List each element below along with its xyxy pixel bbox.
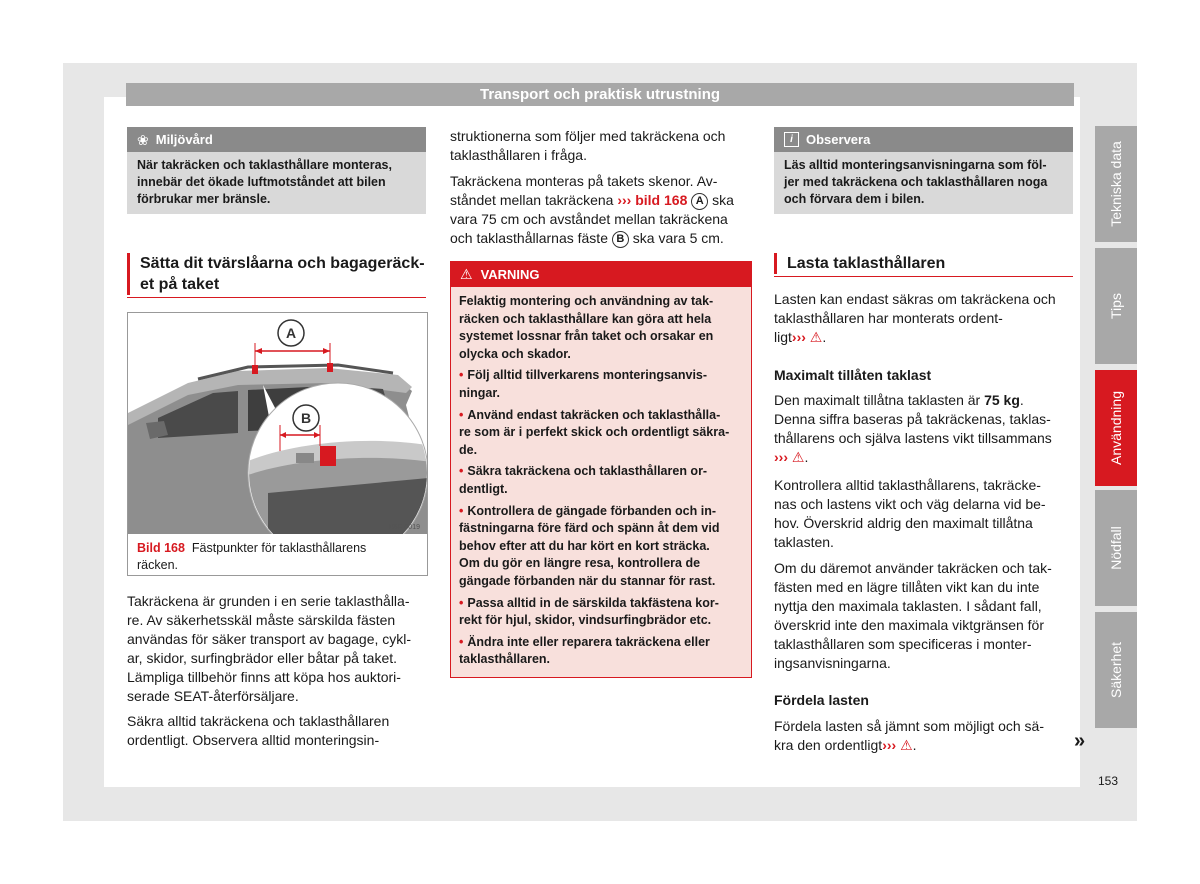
- warning-ref-icon[interactable]: ⚠: [791, 449, 805, 465]
- warning-box-body: Felaktig montering och användning av tak- räcken och taklasthållare kan göra att hela systemet lossnar från taket och orsakar en olycka och skador. • Följ alltid tillverkarens monteringsanvis- ningar. • Använd endast takräcken och taklasthålla- re som är i perfekt skick och ordentligt säkra- de. • Säkra takräckena och taklasthållaren or- dentligt. • Kontrollera de gängade förbanden och in- fästningarna före färd och spänn åt dem vid behov efter att du har kört en kort sträcka. Om du gör en längre resa, kontrollera de gängade förbanden när du stannar för rast. • Passa alltid in de särskilda takfästena kor- rekt för hjul, skidor, vindsurfingbrädor etc. • Ändra inte eller reparera takräckena eller taklasthållaren.: [450, 287, 752, 678]
- flower-icon: ❀: [137, 131, 149, 148]
- figure-caption: Bild 168 Fästpunkter för taklasthållarens räcken.: [137, 541, 367, 572]
- figure-reference-link[interactable]: bild 168: [635, 192, 688, 208]
- middle-paragraph-2: Takräckena monteras på takets skenor. Av- ståndet mellan takräckena ››› bild 168 A ska vara 75 cm och avståndet mellan takräckena och taklasthållarnas fäste B ska vara 5 cm.: [450, 173, 734, 246]
- section-heading-loading: Lasta taklasthållaren: [774, 253, 1073, 277]
- right-paragraph-2: Den maximalt tillåtna taklasten är 75 kg. Denna siffra baseras på takräckenas, taklas- thållarens och själva lastens vikt tillsammans ››› ⚠.: [774, 392, 1052, 465]
- environment-box: [127, 127, 426, 214]
- left-paragraph-2: Säkra alltid takräckena och taklasthållaren ordentligt. Observera alltid monteringsin-: [127, 713, 390, 748]
- label-b-circle: B: [612, 231, 629, 248]
- note-box: [774, 127, 1073, 214]
- warning-item: • Kontrollera de gängade förbanden och in- fästningarna före färd och spänn åt dem vid behov efter att du har kört en kort sträcka. Om du gör en längre resa, kontrollera de gängade förbanden när du stannar för rast.: [459, 503, 720, 588]
- note-box-body: Läs alltid monteringsanvisningarna som föl- jer med takräckena och taklasthållaren noga och förvara dem i bilen.: [774, 152, 1073, 214]
- car-roof-illustration: [128, 313, 427, 534]
- label-a: A: [285, 325, 297, 341]
- ref-arrow: ›››: [617, 192, 632, 208]
- subheading-distribute-load: Fördela lasten: [774, 692, 869, 708]
- subheading-max-load: Maximalt tillåten taklast: [774, 367, 932, 383]
- warning-box-header: ⚠ VARNING: [450, 261, 752, 287]
- tab-nodfall[interactable]: Nödfall: [1095, 490, 1137, 606]
- right-paragraph-5: Fördela lasten så jämnt som möjligt och sä- kra den ordentligt››› ⚠.: [774, 718, 1044, 753]
- tab-sakerhet[interactable]: Säkerhet: [1095, 612, 1137, 728]
- warning-item: • Ändra inte eller reparera takräckena eller taklasthållaren.: [459, 634, 710, 667]
- warning-ref-icon[interactable]: ⚠: [809, 329, 823, 345]
- info-icon: i: [784, 132, 799, 147]
- label-b: B: [300, 410, 312, 426]
- right-paragraph-4: Om du däremot använder takräcken och tak- fästen med en lägre tillåten vikt kan du inte nyttja den maximala taklasten. I sådant fall, överskrid inte den maximala viktgränsen för taklasthållaren som specificeras i monter- ingsanvisningarna.: [774, 560, 1052, 671]
- continue-arrow[interactable]: »: [1074, 730, 1086, 752]
- tab-tips[interactable]: Tips: [1095, 248, 1137, 364]
- warning-item: • Följ alltid tillverkarens monteringsanvis- ningar.: [459, 368, 708, 400]
- note-box-header: i Observera: [774, 127, 1073, 152]
- tab-tekniska-data[interactable]: Tekniska data: [1095, 126, 1137, 242]
- warning-triangle-icon: ⚠: [460, 265, 473, 282]
- label-a-circle: A: [691, 193, 708, 210]
- left-paragraph-1: Takräckena är grunden i en serie taklasthålla- re. Av säkerhetsskäl måste särskilda fästen användas för säker transport av bagage, cykl- ar, skidor, surfingbrädor eller båtar på taket. Lämpliga tillbehör finns att köpa hos auktori- serade SEAT-återförsäljare.: [127, 593, 412, 704]
- right-paragraph-3: Kontrollera alltid taklasthållarens, takräcke- nas och lastens vikt och väg delarna vid be- hov. Överskrid aldrig den maximalt tillåtna taklasten.: [774, 477, 1046, 550]
- right-paragraph-1: Lasten kan endast säkras om takräckena och taklasthållaren har monterats ordent- ligt››› ⚠.: [774, 291, 1056, 345]
- figure-168: [127, 312, 428, 576]
- environment-box-header: ❀ Miljövård: [127, 127, 426, 152]
- environment-box-body: När takräcken och taklasthållare monteras, innebär det ökade luftmotståndet att bilen förbrukar mer bränsle.: [127, 152, 426, 214]
- section-heading-crossbars: Sätta dit tvärslåarna och bagageräck- et på taket: [127, 253, 426, 298]
- warning-item: • Säkra takräckena och taklasthållaren or- dentligt.: [459, 464, 708, 496]
- figure-code: B6F-0019: [389, 524, 420, 531]
- warning-box: [450, 261, 752, 678]
- chapter-header: Transport och praktisk utrustning: [126, 83, 1074, 106]
- middle-paragraph-1: struktionerna som följer med takräckena och taklasthållaren i fråga.: [450, 128, 726, 163]
- page-number: 153: [1098, 774, 1119, 788]
- warning-ref-icon[interactable]: ⚠: [900, 737, 913, 753]
- warning-item: • Passa alltid in de särskilda takfästena kor- rekt för hjul, skidor, vindsurfingbrädor etc.: [459, 595, 719, 628]
- warning-item: • Använd endast takräcken och taklasthålla- re som är i perfekt skick och ordentligt säkra- de.: [459, 407, 730, 457]
- tab-anvandning[interactable]: Användning: [1095, 370, 1137, 486]
